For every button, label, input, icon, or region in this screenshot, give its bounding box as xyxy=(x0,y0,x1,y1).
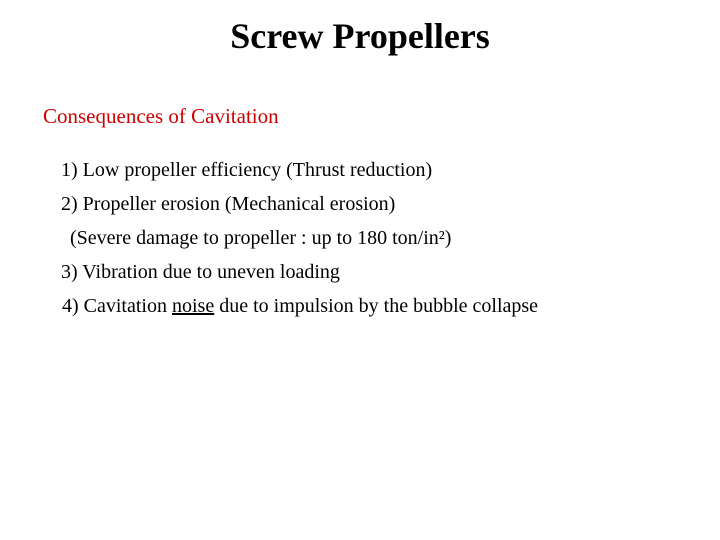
page-title: Screw Propellers xyxy=(230,16,490,56)
section-heading: Consequences of Cavitation xyxy=(43,104,279,128)
list-item xyxy=(0,221,720,255)
list-item-text xyxy=(62,289,538,323)
list-item-text: 1) Low propeller efficiency (Thrust reduction) xyxy=(61,159,433,181)
list-item xyxy=(0,187,720,221)
underlined-word: noise xyxy=(171,295,215,317)
consequence-list xyxy=(0,153,720,323)
list-item-text: 2) Propeller erosion (Mechanical erosion) xyxy=(61,193,396,215)
list-item xyxy=(0,153,720,187)
list-item xyxy=(0,289,720,323)
list-item-text: (Severe damage to propeller : up to 180 ton/in²) xyxy=(70,227,452,249)
list-item xyxy=(0,255,720,289)
list-item-text-part: due to impulsion by the bubble collapse xyxy=(214,295,539,317)
list-item-text: 3) Vibration due to uneven loading xyxy=(61,261,340,283)
list-item-text-part: 4) Cavitation xyxy=(62,295,172,317)
